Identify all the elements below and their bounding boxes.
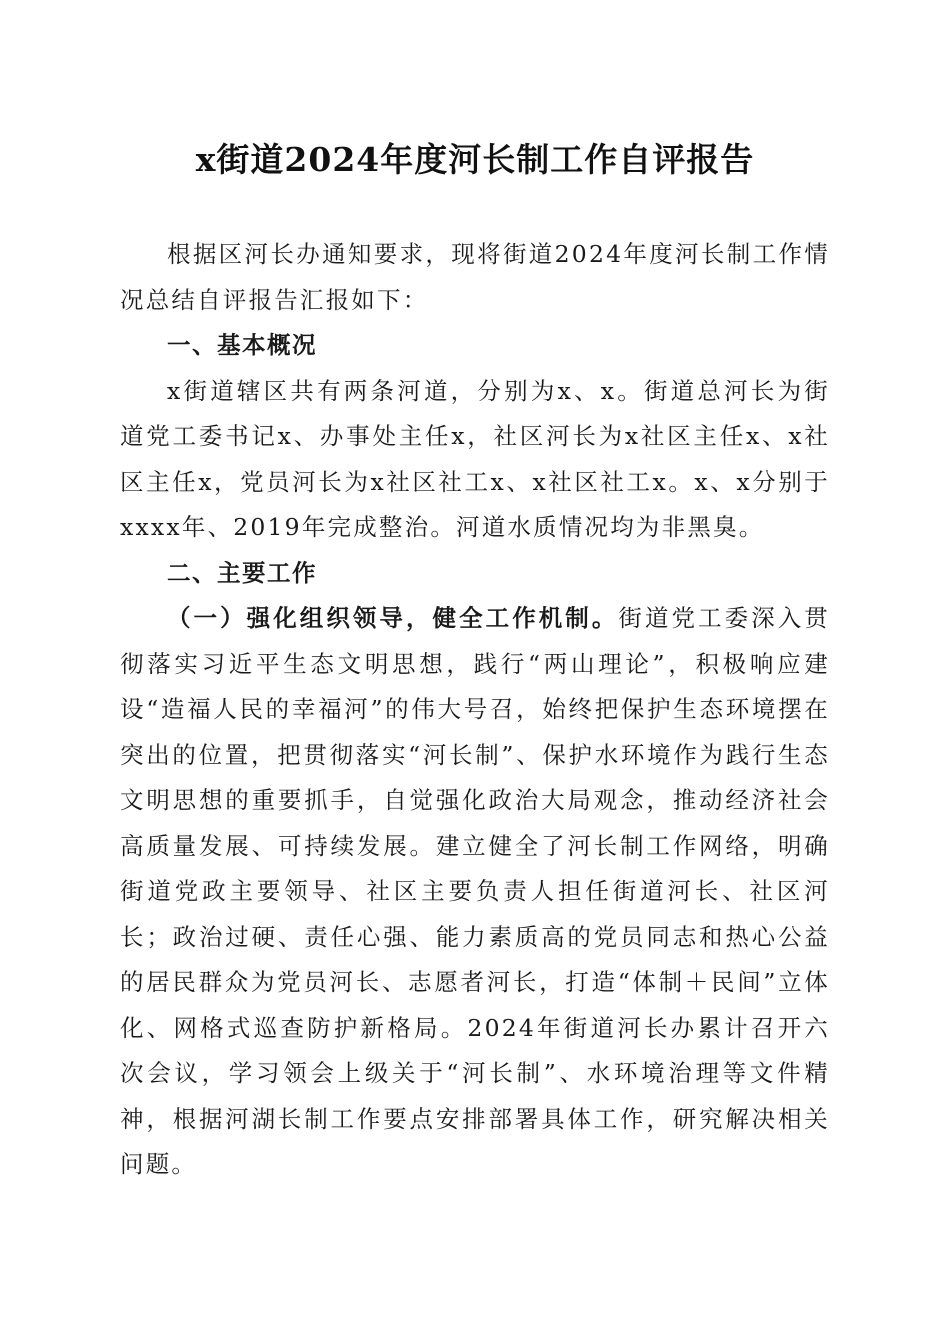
main-work-item-1 bbox=[120, 596, 830, 1188]
section-heading-basic-overview: 一、基本概况 bbox=[167, 331, 317, 359]
main-work-item-1-body: 街道党工委深入贯彻落实习近平生态文明思想，践行“两山理论”，积极响应建设“造福人民的幸福河”的伟大号召，始终把保护生态环境摆在突出的位置，把贯彻落实“河长制”、保护水环境作为践行生态文明思想的重要抓手，自觉强化政治大局观念，推动经济社会高质量发展、可持续发展。建立健全了河长制工作网络，明确街道党政主要领导、社区主要负责人担任街道河长、社区河长；政治过硬、责任心强、能力素质高的党员同志和热心公益的居民群众为党员河长、志愿者河长，打造“体制＋民间”立体化、网格式巡查防护新格局。2024年街道河长办累计召开六次会议，学习领会上级关于“河长制”、水环境治理等文件精神，根据河湖长制工作要点安排部署具体工作，研究解决相关问题。 bbox=[120, 604, 830, 1178]
main-work-item-1-lead: （一）强化组织领导，健全工作机制。 bbox=[167, 604, 619, 632]
section-heading-main-work: 二、主要工作 bbox=[167, 558, 317, 587]
intro-paragraph: 根据区河长办通知要求，现将街道2024年度河长制工作情况总结自评报告汇报如下： bbox=[120, 240, 830, 314]
document-body bbox=[120, 232, 830, 1188]
basic-overview-paragraph: x街道辖区共有两条河道，分别为x、x。街道总河长为街道党工委书记x、办事处主任x，社区河长为x社区主任x、x社区主任x，党员河长为x社区社工x、x社区社工x。x、x分别于xxxx年、2019年完成整治。河道水质情况均为非黑臭。 bbox=[120, 376, 830, 541]
document-title: x街道2024年度河长制工作自评报告 bbox=[195, 140, 755, 179]
